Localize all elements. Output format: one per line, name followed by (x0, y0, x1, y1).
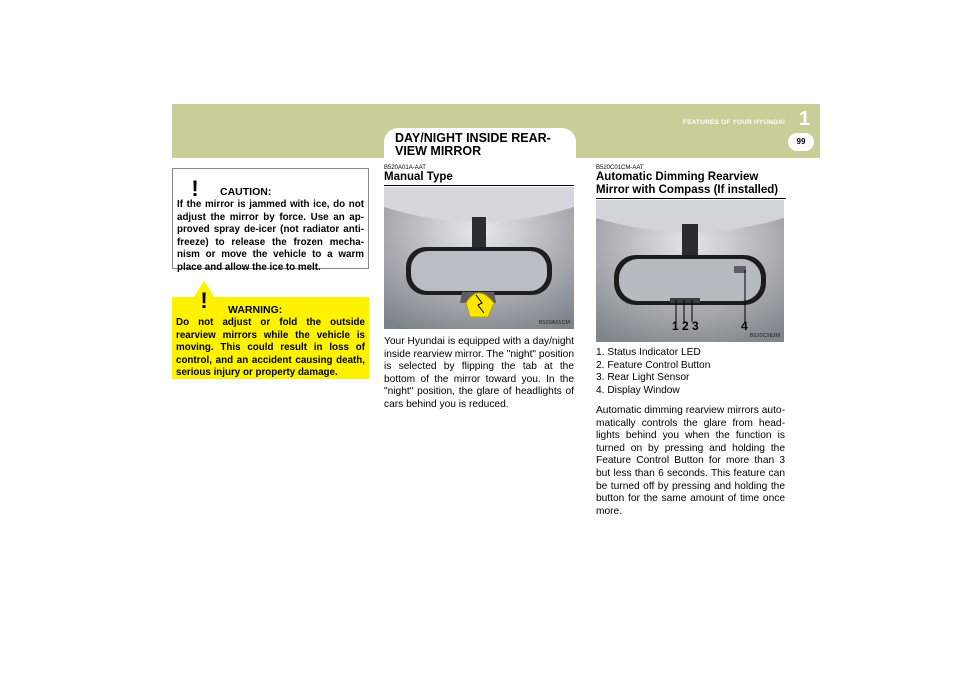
manual-heading-rule (384, 185, 574, 186)
warning-title: WARNING: (228, 304, 283, 316)
callout-2: 2 (682, 319, 689, 333)
list-item: 2. Feature Control Button (596, 360, 711, 371)
callout-4: 4 (741, 319, 748, 333)
caution-title: CAUTION: (220, 186, 272, 198)
manual-mirror-figure (384, 187, 574, 329)
exclamation-triangle-icon (184, 279, 224, 311)
svg-text:!: ! (200, 288, 208, 311)
manual-description: Your Hyundai is equipped with a day/night inside rearview mirror. The "night" position is selected by flipping the tab at the bottom of the mirror toward you. In the "night" position, the glare of headlights of cars behind you is reduced. (384, 336, 574, 410)
list-item: 4. Display Window (596, 385, 680, 396)
chapter-number: 1 (798, 108, 810, 130)
auto-heading-line-2: Mirror with Compass (If installed) (596, 184, 779, 196)
manual-figure-code: B520A01CM (538, 320, 570, 326)
section-title: DAY/NIGHT INSIDE REAR-VIEW MIRROR (395, 131, 551, 158)
auto-description: Automatic dimming rearview mirrors auto-matically controls the glare from head-lights behind you when the function is turned on by pressing and holding the Feature Control Button for more than 3 but less than 6 seconds. This feature can be turned off by pressing and holding the button for the same amount of time once more. (596, 405, 785, 517)
auto-heading-rule (596, 198, 786, 199)
auto-mirror-illustration (596, 200, 784, 342)
callout-1: 1 (672, 319, 679, 333)
svg-text:!: ! (191, 176, 199, 201)
mirror-illustration (384, 187, 574, 329)
auto-figure-code: B520C08JM (749, 333, 780, 339)
auto-heading-line-1: Automatic Dimming Rearview (596, 171, 759, 183)
page-number: 99 (788, 133, 814, 151)
callout-3: 3 (692, 319, 699, 333)
warning-text: Do not adjust or fold the outside rearview mirrors while the vehicle is moving. This could result in loss of control, and an accident causing death, serious injury or property damage. (176, 317, 365, 378)
manual-heading: Manual Type (384, 171, 453, 183)
auto-section-code: B520C01CM-AAT (596, 165, 644, 171)
warning-box (172, 288, 369, 379)
list-item: 3. Rear Light Sensor (596, 372, 690, 383)
auto-mirror-figure (596, 200, 784, 342)
caution-text: If the mirror is jammed with ice, do not adjust the mirror by force. Use an ap-proved spray de-icer (not radiator anti-freeze) to release the frozen mecha-nism or move the vehicle to a warm place and allow the ice to melt. (177, 199, 364, 273)
manual-section-code: B520A01A-AAT (384, 165, 426, 171)
list-item: 1. Status Indicator LED (596, 347, 701, 358)
caution-box (172, 168, 369, 273)
chapter-label: FEATURES OF YOUR HYUNDAI (682, 119, 785, 126)
